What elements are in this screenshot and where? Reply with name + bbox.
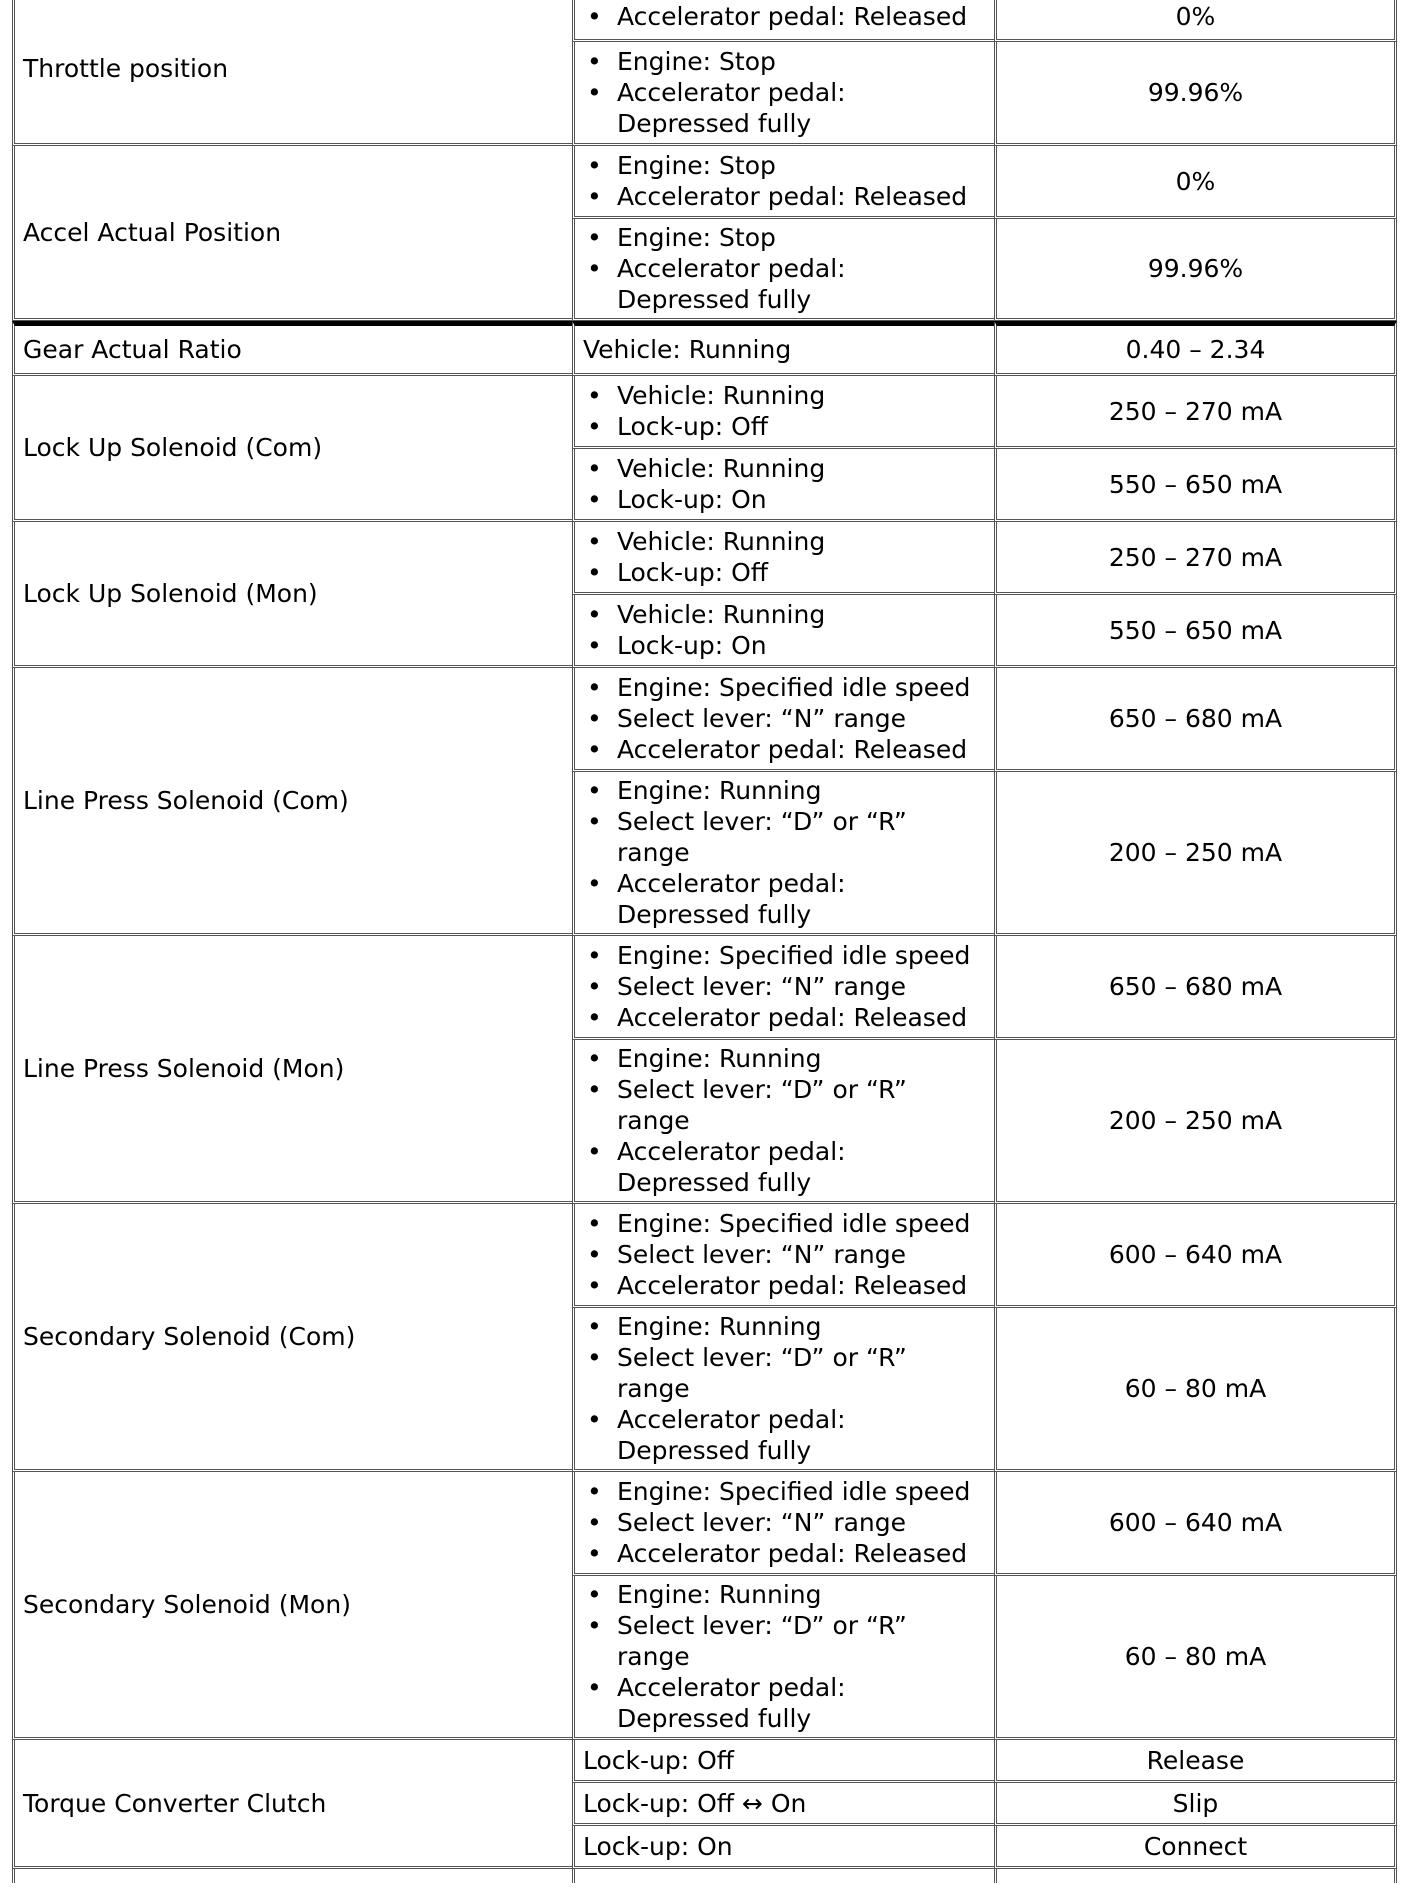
table-row <box>12 1204 1397 1308</box>
value-cell: 99.96% <box>994 219 1397 321</box>
item-label: Secondary Solenoid (Mon) <box>12 1472 572 1740</box>
condition-cell <box>572 668 994 772</box>
value-cell: 600 – 640 mA <box>994 1204 1397 1308</box>
condition-cell <box>572 449 994 522</box>
condition-cell <box>572 0 994 42</box>
condition-item: • Lock-up: Off <box>583 557 990 588</box>
value-cell: 550 – 650 mA <box>994 595 1397 668</box>
condition-item: • Accelerator pedal: Released <box>583 1270 990 1301</box>
condition-item: • Engine: Running <box>583 1043 990 1074</box>
spec-table-body <box>12 0 1397 1883</box>
condition-item: • Engine: Specified idle speed <box>583 940 990 971</box>
condition-item: • Select lever: “N” range <box>583 1239 990 1270</box>
condition-item: • Engine: Running <box>583 775 990 806</box>
condition-cell <box>572 1040 994 1204</box>
value-cell: Slip <box>994 1783 1397 1826</box>
spec-table <box>12 0 1397 1883</box>
item-label: Line Press Solenoid (Mon) <box>12 936 572 1204</box>
condition-item: • Select lever: “D” or “R” range <box>583 1610 990 1672</box>
condition-list <box>583 453 990 515</box>
value-cell: 550 – 650 mA <box>994 449 1397 522</box>
value-cell: 250 – 270 mA <box>994 376 1397 449</box>
item-label: Lock Up Solenoid (Mon) <box>12 522 572 668</box>
condition-list <box>583 940 990 1033</box>
condition-item: • Lock-up: On <box>583 484 990 515</box>
item-label: Lock Up Solenoid (Com) <box>12 376 572 522</box>
condition-item: • Accelerator pedal: Depressed fully <box>583 1672 990 1734</box>
condition-cell <box>572 772 994 936</box>
condition-list <box>583 150 990 212</box>
value-cell: 99.96% <box>994 42 1397 146</box>
condition-cell <box>572 376 994 449</box>
condition-item: • Engine: Specified idle speed <box>583 1476 990 1507</box>
condition-list <box>583 1208 990 1301</box>
condition-item: • Select lever: “N” range <box>583 703 990 734</box>
condition-item: • Select lever: “N” range <box>583 971 990 1002</box>
condition-item: • Vehicle: Running <box>583 599 990 630</box>
table-row <box>12 376 1397 449</box>
table-row <box>12 1740 1397 1783</box>
value-cell: Connect <box>994 1826 1397 1869</box>
condition-item: • Engine: Stop <box>583 222 990 253</box>
value-cell: 650 – 680 mA <box>994 668 1397 772</box>
value-cell: 600 – 640 mA <box>994 1472 1397 1576</box>
table-row <box>12 0 1397 42</box>
empty-cell <box>994 1869 1397 1883</box>
condition-item: • Select lever: “D” or “R” range <box>583 1074 990 1136</box>
value-cell: 0.40 – 2.34 <box>994 321 1397 376</box>
condition-item: • Vehicle: Running <box>583 526 990 557</box>
value-cell: 200 – 250 mA <box>994 1040 1397 1204</box>
condition-cell <box>572 936 994 1040</box>
condition-list <box>583 672 990 765</box>
condition-cell <box>572 595 994 668</box>
value-cell: 200 – 250 mA <box>994 772 1397 936</box>
condition-item: • Accelerator pedal: Released <box>583 181 990 212</box>
item-label: Torque Converter Clutch <box>12 1740 572 1869</box>
table-row <box>12 522 1397 595</box>
condition-item: • Lock-up: On <box>583 630 990 661</box>
item-label: Throttle position <box>12 0 572 146</box>
condition-cell <box>572 219 994 321</box>
condition-item: • Vehicle: Running <box>583 453 990 484</box>
condition-cell <box>572 1576 994 1740</box>
table-row <box>12 321 1397 376</box>
condition-item: • Accelerator pedal: Depressed fully <box>583 868 990 930</box>
condition-cell: Lock-up: On <box>572 1826 994 1869</box>
condition-item: • Select lever: “N” range <box>583 1507 990 1538</box>
item-label: Secondary Solenoid (Com) <box>12 1204 572 1472</box>
condition-cell: Lock-up: Off <box>572 1740 994 1783</box>
condition-item: • Engine: Stop <box>583 150 990 181</box>
condition-list <box>583 1579 990 1734</box>
condition-cell <box>572 1308 994 1472</box>
value-cell: 60 – 80 mA <box>994 1308 1397 1472</box>
item-label: Line Press Solenoid (Com) <box>12 668 572 936</box>
condition-list <box>583 222 990 315</box>
condition-list <box>583 775 990 930</box>
condition-cell <box>572 42 994 146</box>
item-label: Gear Actual Ratio <box>12 321 572 376</box>
condition-item: • Engine: Stop <box>583 46 990 77</box>
condition-item: • Accelerator pedal: Released <box>583 1002 990 1033</box>
condition-list <box>583 1311 990 1466</box>
condition-list <box>583 599 990 661</box>
condition-item: • Vehicle: Running <box>583 380 990 411</box>
condition-item: • Engine: Running <box>583 1579 990 1610</box>
condition-item: • Engine: Running <box>583 1311 990 1342</box>
value-cell: 250 – 270 mA <box>994 522 1397 595</box>
condition-list <box>583 46 990 139</box>
condition-cell <box>572 522 994 595</box>
table-row-partial <box>12 1869 1397 1883</box>
table-row <box>12 146 1397 219</box>
condition-cell <box>572 1204 994 1308</box>
condition-cell <box>572 1472 994 1576</box>
value-cell: Release <box>994 1740 1397 1783</box>
condition-item: • Accelerator pedal: Depressed fully <box>583 77 990 139</box>
item-label: Accel Actual Position <box>12 146 572 321</box>
condition-list <box>583 1043 990 1198</box>
condition-cell: Lock-up: Off ↔ On <box>572 1783 994 1826</box>
table-row <box>12 1472 1397 1576</box>
empty-cell <box>572 1869 994 1883</box>
condition-item: • Accelerator pedal: Depressed fully <box>583 1136 990 1198</box>
condition-list <box>583 380 990 442</box>
table-row <box>12 936 1397 1040</box>
condition-item: • Accelerator pedal: Released <box>583 1 990 32</box>
condition-item: • Engine: Specified idle speed <box>583 672 990 703</box>
value-cell: 0% <box>994 146 1397 219</box>
value-cell: 0% <box>994 0 1397 42</box>
condition-item: • Accelerator pedal: Depressed fully <box>583 1404 990 1466</box>
table-row <box>12 668 1397 772</box>
condition-item: • Select lever: “D” or “R” range <box>583 806 990 868</box>
condition-list <box>583 1 990 32</box>
value-cell: 650 – 680 mA <box>994 936 1397 1040</box>
condition-list <box>583 526 990 588</box>
empty-cell <box>12 1869 572 1883</box>
condition-cell: Vehicle: Running <box>572 321 994 376</box>
condition-item: • Accelerator pedal: Released <box>583 734 990 765</box>
condition-item: • Engine: Specified idle speed <box>583 1208 990 1239</box>
condition-cell <box>572 146 994 219</box>
condition-list <box>583 1476 990 1569</box>
condition-item: • Select lever: “D” or “R” range <box>583 1342 990 1404</box>
condition-item: • Accelerator pedal: Released <box>583 1538 990 1569</box>
condition-item: • Lock-up: Off <box>583 411 990 442</box>
value-cell: 60 – 80 mA <box>994 1576 1397 1740</box>
condition-item: • Accelerator pedal: Depressed fully <box>583 253 990 315</box>
